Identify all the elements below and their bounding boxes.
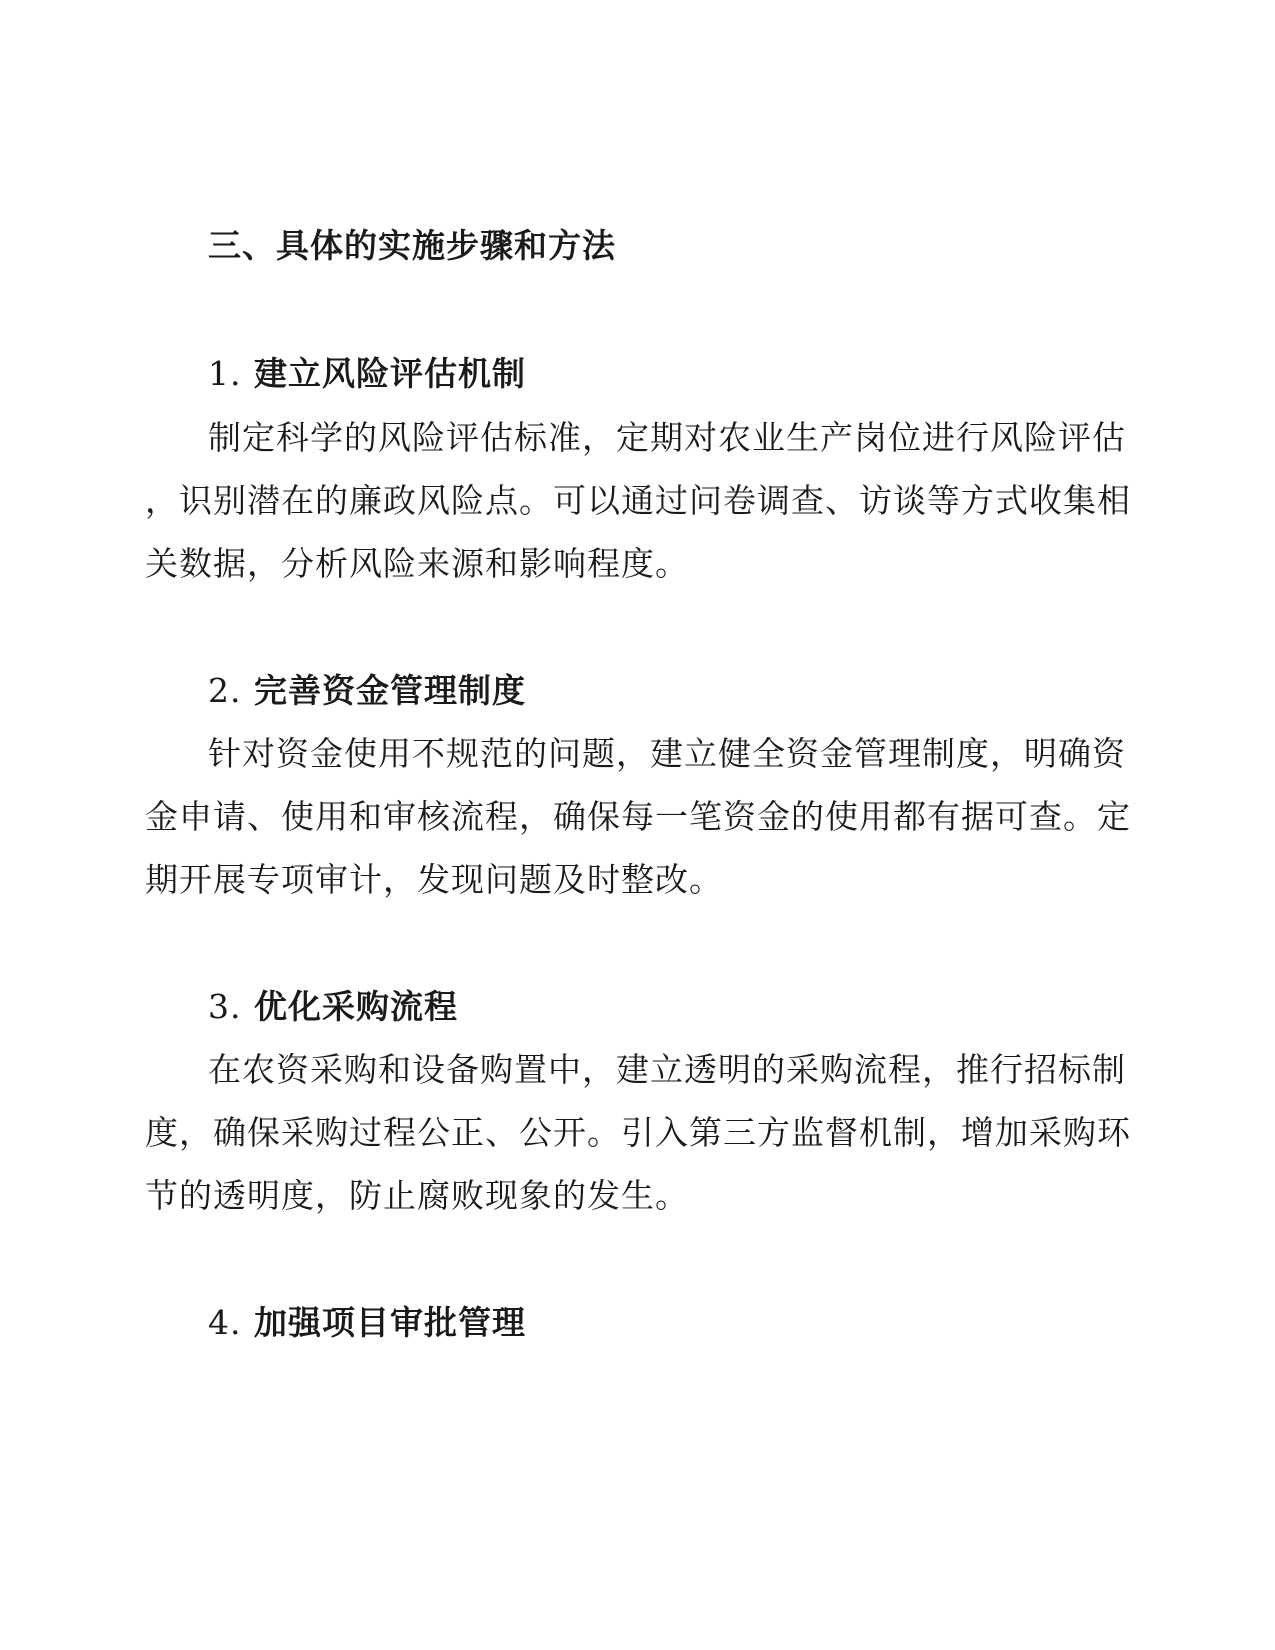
item-2-paragraph-line-3: 期开展专项审计，发现问题及时整改。 [145,860,723,899]
item-3-heading [208,987,458,1027]
item-3-heading-text: 优化采购流程 [254,987,458,1026]
item-3-paragraph-line-1: 在农资采购和设备购置中，建立透明的采购流程，推行招标制 [208,1050,1126,1089]
item-4-heading [208,1303,526,1343]
item-4-heading-text: 加强项目审批管理 [254,1303,526,1342]
item-1-paragraph-line-1: 制定科学的风险评估标准，定期对农业生产岗位进行风险评估 [208,418,1126,457]
item-2-heading-text: 完善资金管理制度 [254,671,526,710]
item-2-heading [208,671,526,711]
item-1-paragraph-line-2: ，识别潜在的廉政风险点。可以通过问卷调查、访谈等方式收集相 [145,481,1131,520]
item-3-paragraph-line-2: 度，确保采购过程公正、公开。引入第三方监督机制，增加采购环 [145,1113,1131,1152]
item-3-number: 3. [208,987,242,1026]
item-1-paragraph-line-3: 关数据，分析风险来源和影响程度。 [145,544,689,583]
item-1-number: 1. [208,354,242,393]
item-2-paragraph-line-2: 金申请、使用和审核流程，确保每一笔资金的使用都有据可查。定 [145,797,1131,836]
item-3-paragraph-line-3: 节的透明度，防止腐败现象的发生。 [145,1176,689,1215]
item-2-paragraph-line-1: 针对资金使用不规范的问题，建立健全资金管理制度，明确资 [208,734,1126,773]
item-1-heading-text: 建立风险评估机制 [254,354,526,393]
item-2-number: 2. [208,671,242,710]
section-title: 三、具体的实施步骤和方法 [208,226,616,265]
item-1-heading [208,354,526,394]
item-4-number: 4. [208,1303,242,1342]
